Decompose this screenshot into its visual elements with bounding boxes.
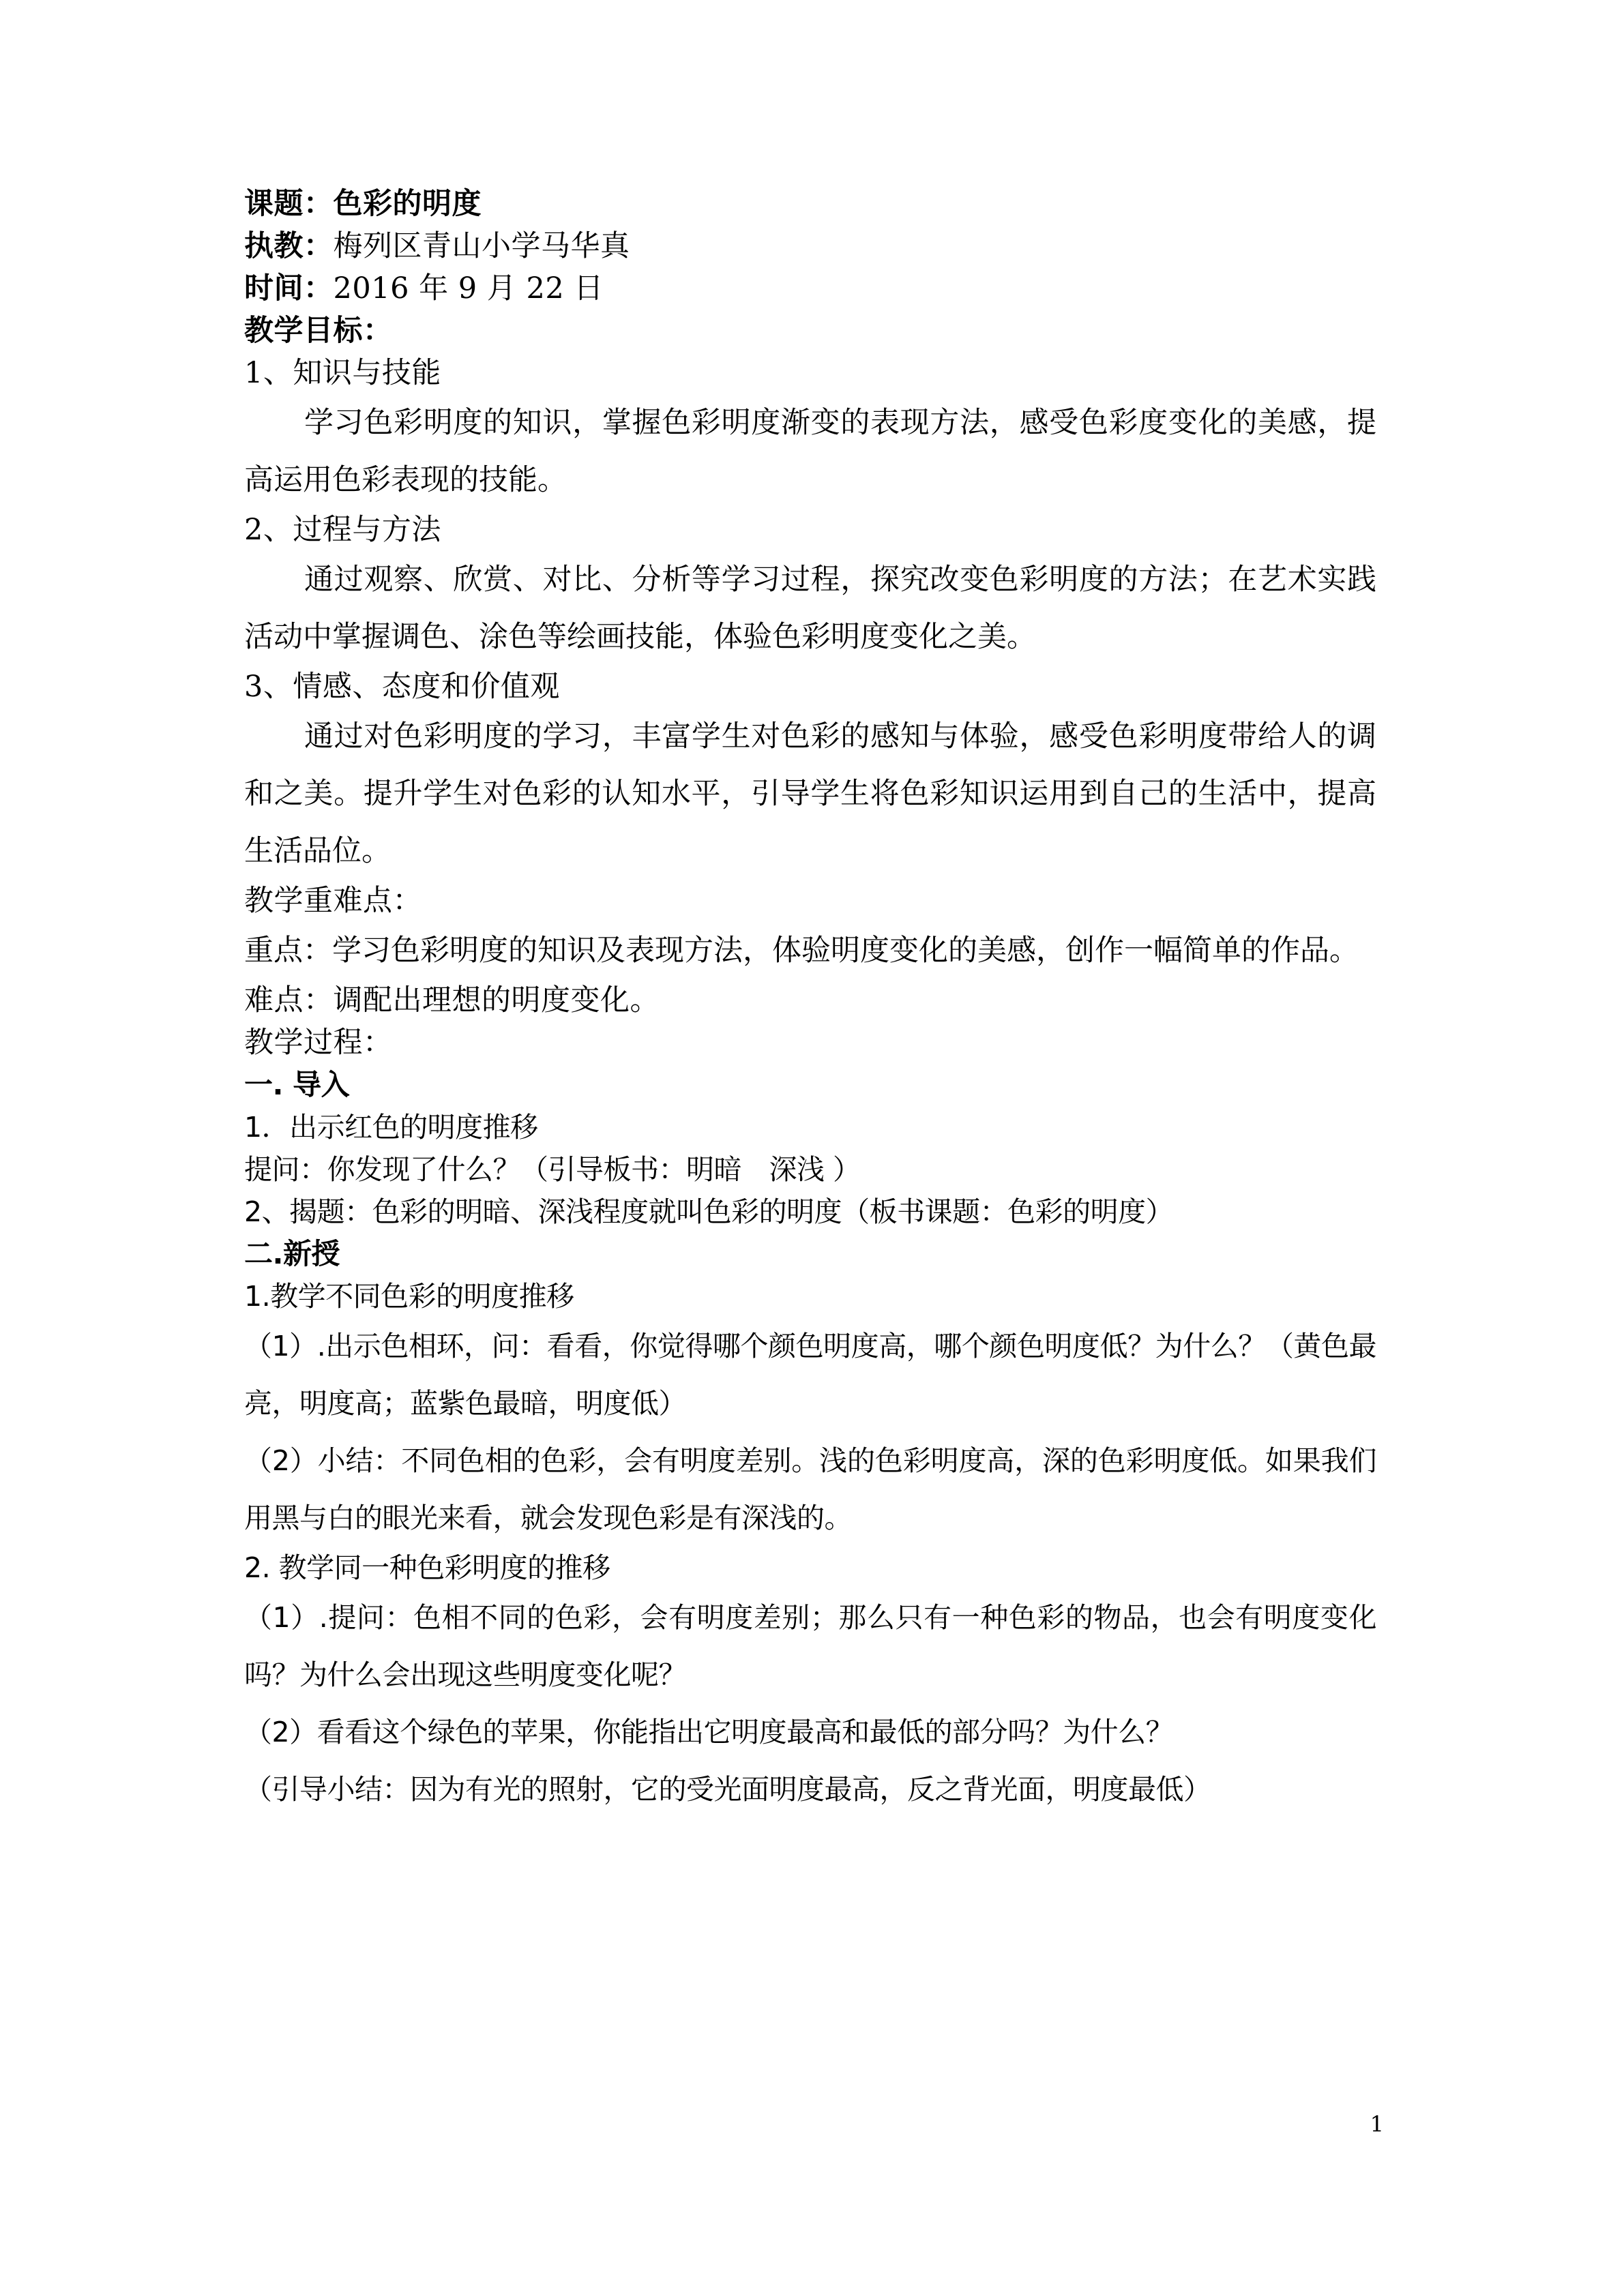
section-two-sub1-title: 1.教学不同色彩的明度推移 (244, 1280, 574, 1313)
objective-1-body: 学习色彩明度的知识，掌握色彩明度渐变的表现方法，感受色彩度变化的美感，提高运用色彩表现的技能。 (244, 406, 1376, 497)
objective-2-body: 通过观察、欣赏、对比、分析等学习过程，探究改变色彩明度的方法；在艺术实践活动中掌握调色、涂色等绘画技能，体验色彩明度变化之美。 (244, 563, 1376, 654)
page-number: 1 (1370, 2111, 1384, 2137)
teacher-value: 梅列区青山小学马华真 (333, 229, 630, 263)
section-two-sub2-item-1: （1）.提问：色相不同的色彩，会有明度差别；那么只有一种色彩的物品，也会有明度变化吗？为什么会出现这些明度变化呢？ (244, 1601, 1376, 1691)
difficult-point-text: 难点：调配出理想的明度变化。 (244, 983, 660, 1017)
objective-3-body: 通过对色彩明度的学习，丰富学生对色彩的感知与体验，感受色彩明度带给人的调和之美。提升学生对色彩的认知水平，引导学生将色彩知识运用到自己的生活中，提高生活品位。 (244, 719, 1376, 868)
key-difficulty-heading: 教学重难点： (244, 884, 422, 918)
key-point-text: 重点：学习色彩明度的知识及表现方法，体验明度变化的美感，创作一幅简单的作品。 (244, 934, 1359, 968)
lesson-title-label: 课题： (244, 187, 334, 221)
section-two-sub2-title: 2. 教学同一种色彩明度的推移 (244, 1551, 610, 1584)
section-two-sub2-item-3: （引导小结：因为有光的照射，它的受光面明度最高，反之背光面，明度最低） (244, 1773, 1211, 1806)
lesson-title-line (244, 183, 1376, 225)
section-two-sub2-item-2: （2）看看这个绿色的苹果，你能指出它明度最高和最低的部分吗？为什么？ (244, 1716, 1174, 1748)
objective-3-title: 3、情感、态度和价值观 (244, 670, 560, 704)
teacher-line (244, 225, 1376, 267)
section-two-title: 二.新授 (244, 1237, 340, 1270)
section-one-item-1: 1．出示红色的明度推移 (244, 1111, 538, 1144)
teacher-label: 执教： (244, 229, 334, 263)
section-two-sub1-item-2: （2）小结：不同色相的色彩，会有明度差别。浅的色彩明度高，深的色彩明度低。如果我们用黑与白的眼光来看，就会发现色彩是有深浅的。 (244, 1444, 1376, 1534)
lesson-title-value: 色彩的明度 (333, 187, 482, 221)
document-body (244, 183, 1376, 1818)
process-heading: 教学过程： (244, 1026, 393, 1060)
section-one-item-2: 提问：你发现了什么？（引导板书：明暗 深浅 ） (244, 1153, 861, 1186)
section-one-item-3: 2、揭题：色彩的明暗、深浅程度就叫色彩的明度（板书课题：色彩的明度） (244, 1195, 1174, 1228)
section-one-title: 一. 导入 (244, 1068, 350, 1101)
objectives-heading: 教学目标： (244, 314, 393, 348)
date-label: 时间： (244, 271, 334, 305)
objective-1-title: 1、知识与技能 (244, 356, 441, 390)
date-value: 2016 年 9 月 22 日 (333, 271, 604, 305)
section-two-sub1-item-1: （1）.出示色相环，问：看看，你觉得哪个颜色明度高，哪个颜色明度低？为什么？（黄色最亮，明度高；蓝紫色最暗，明度低） (244, 1330, 1376, 1420)
date-line (244, 267, 1376, 310)
objective-2-title: 2、过程与方法 (244, 513, 441, 547)
